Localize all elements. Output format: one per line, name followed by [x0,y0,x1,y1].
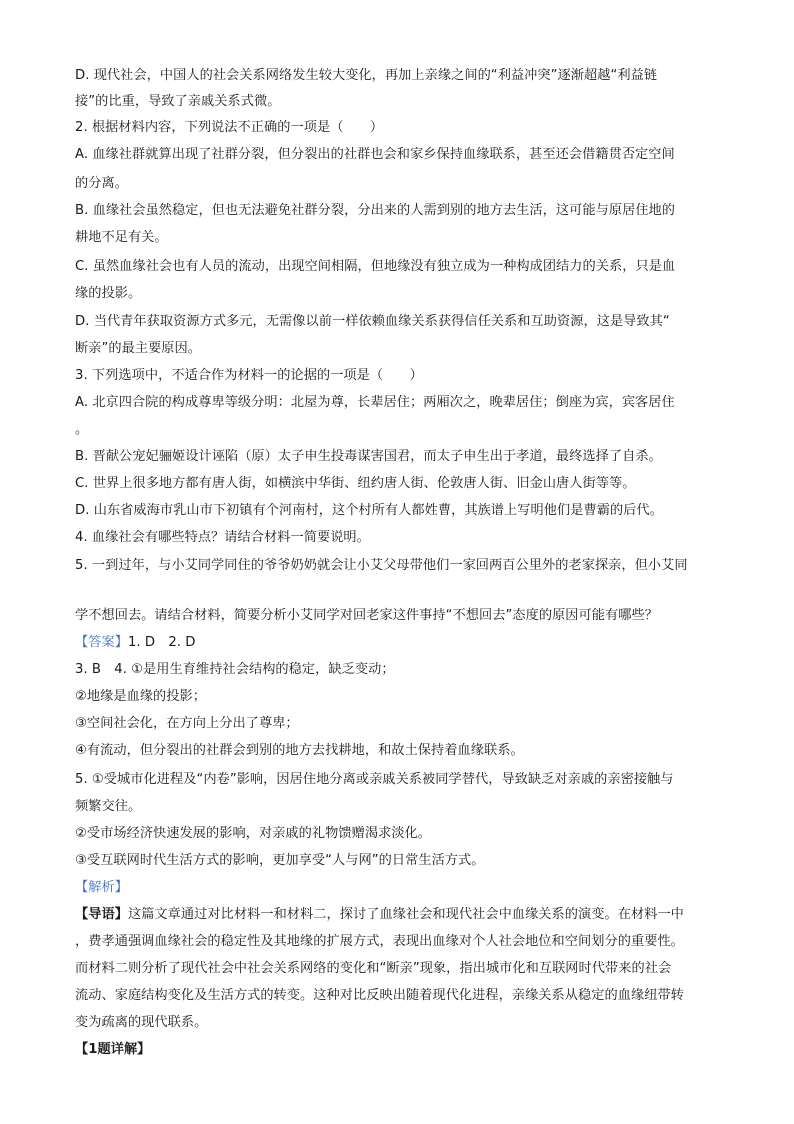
q2-option-d-line2: 断亲”的最主要原因。 [75,341,202,356]
answer-line4: ③空间社会化，在方向上分出了尊卑； [75,716,299,731]
guide-line3: 而材料二则分析了现代社会中社会关系网络的变化和“断亲”现象，指出城市化和互联网时代带来的社会 [75,961,672,976]
q2-option-b-line1: B. 血缘社会虽然稳定，但也无法避免社群分裂，分出来的人需到别的地方去生活，这可能与原居住地的 [75,203,676,218]
q3-option-c: C. 世界上很多地方都有唐人街，如横滨中华街、纽约唐人街、伦敦唐人街、旧金山唐人街等等。 [75,476,636,491]
q5-stem-line1: 5. 一到过年，与小艾同学同住的爷爷奶奶就会让小艾父母带他们一家回两百公里外的老家探亲，但小艾同 [75,558,688,573]
answer-line2: 3. B 4. ①是用生育维持社会结构的稳定，缺乏变动； [75,662,395,677]
detail-label: 【1题详解】 [75,1042,151,1057]
q2-option-c-line2: 缘的投影。 [75,286,142,301]
answer-line8: ②受市场经济快速发展的影响，对亲戚的礼物馈赠渴求淡化。 [75,826,432,841]
q3-option-d: D. 山东省威海市乳山市下初镇有个河南村，这个村所有人都姓曹，其族谱上写明他们是曹霸的后代。 [75,503,663,518]
guide-line2: ，费孝通强调血缘社会的稳定性及其地缘的扩展方式，表现出血缘对个人社会地位和空间划分的重要性。 [75,934,684,949]
answer-line9: ③受互联网时代生活方式的影响，更加享受“人与网”的日常生活方式。 [75,853,485,868]
q3-option-b: B. 晋献公宠妃骊姬设计诬陷（原）太子申生投毒谋害国君，而太子申生出于孝道，最终选择了自杀。 [75,449,662,464]
answer-line6: 5. ①受城市化进程及“内卷”影响，因居住地分离或亲戚关系被同学替代，导致缺乏对亲戚的亲密接触与 [75,772,674,787]
guide-line5: 变为疏离的现代联系。 [75,1015,208,1030]
answer-line1-rest: 1. D 2. D [127,635,196,650]
guide-line4: 流动、家庭结构变化及生活方式的转变。这种对比反映出随着现代化进程，亲缘关系从稳定的血缘纽带转 [75,988,684,1003]
q4-stem: 4. 血缘社会有哪些特点？请结合材料一简要说明。 [75,530,370,545]
q1-option-d-line2: 接”的比重，导致了亲戚关系式微。 [75,94,281,109]
q2-option-b-line2: 耕地不足有关。 [75,230,168,245]
q1-option-d-line1: D. 现代社会，中国人的社会关系网络发生较大变化，再加上亲缘之间的“利益冲突”逐渐超越“利益链 [75,68,658,83]
answer-line1 [75,633,735,653]
q3-option-a-line2: 。 [75,422,89,437]
answer-label: 【答案】 [75,635,128,650]
q3-stem: 3. 下列选项中，不适合作为材料一的论据的一项是（ ） [75,368,423,383]
q5-stem-line2: 学不想回去。请结合材料，简要分析小艾同学对回老家这件事持“不想回去”态度的原因可能有哪些？ [75,608,658,623]
q2-stem: 2. 根据材料内容，下列说法不正确的一项是（ ） [75,120,384,135]
q2-option-a-line1: A. 血缘社群就算出现了社群分裂，但分裂出的社群也会和家乡保持血缘联系，甚至还会借籍贯否定空间 [75,147,675,162]
answer-line3: ②地缘是血缘的投影； [75,689,207,704]
analysis-label: 【解析】 [75,880,128,895]
q2-option-d-line1: D. 当代青年获取资源方式多元，无需像以前一样依赖血缘关系获得信任关系和互助资源，这是导致其“ [75,314,670,329]
guide-line1 [75,905,735,925]
q2-option-a-line2: 的分离。 [75,176,128,191]
answer-line7: 频繁交往。 [75,799,142,814]
guide-label: 【导语】 [75,907,128,922]
q2-option-c-line1: C. 虽然血缘社会也有人员的流动，出现空间相隔，但地缘没有独立成为一种构成团结力的关系，只是血 [75,259,676,274]
q3-option-a-line1: A. 北京四合院的构成尊卑等级分明：北屋为尊，长辈居住；两厢次之，晚辈居住；倒座为宾，宾客居住 [75,395,675,410]
guide-line1-rest: 这篇文章通过对比材料一和材料二，探讨了血缘社会和现代社会中血缘关系的演变。在材料一中 [127,907,684,922]
answer-line5: ④有流动，但分裂出的社群会到别的地方去找耕地，和故土保持着血缘联系。 [75,743,524,758]
